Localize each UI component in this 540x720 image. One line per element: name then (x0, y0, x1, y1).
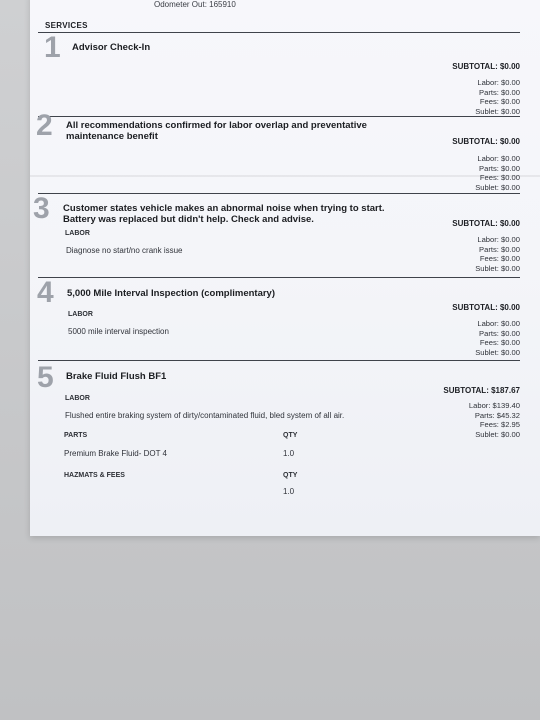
labor-cost: Labor: $139.40 (468, 401, 520, 410)
service-subtotal: SUBTOTAL: $0.00 (452, 62, 520, 71)
service-title: Advisor Check-In (72, 42, 151, 53)
service-number: 1 (44, 31, 61, 64)
cost-breakdown (469, 401, 520, 439)
part-name: Premium Brake Fluid- DOT 4 (64, 449, 167, 458)
labor-cost: Labor: $0.00 (477, 319, 520, 328)
parts-qty-heading: QTY (283, 432, 298, 439)
divider (38, 277, 520, 278)
service-subtotal: SUBTOTAL: $0.00 (452, 219, 520, 228)
labor-cost: Labor: $0.00 (477, 154, 520, 163)
labor-description: Flushed entire braking system of dirty/contaminated fluid, bled system of all air. (65, 411, 345, 420)
service-title-line: Customer states vehicle makes an abnormal noise when trying to start. (63, 203, 385, 214)
service-subtotal: SUBTOTAL: $0.00 (452, 303, 520, 312)
divider (38, 32, 520, 33)
service-title (66, 120, 367, 142)
service-title: Brake Fluid Flush BF1 (66, 371, 167, 382)
parts-cost: Parts: $45.32 (474, 410, 520, 420)
sublet-cost: Sublet: $0.00 (475, 429, 520, 439)
sublet-cost: Sublet: $0.00 (475, 106, 520, 116)
part-qty: 1.0 (283, 449, 295, 458)
labor-heading: LABOR (68, 311, 93, 318)
labor-description: 5000 mile interval inspection (68, 327, 169, 336)
hazmat-qty: 1.0 (283, 487, 295, 496)
parts-cost: Parts: $0.00 (479, 163, 520, 173)
cost-breakdown (475, 235, 520, 273)
fees-cost: Fees: $0.00 (479, 173, 520, 183)
parts-cost: Parts: $0.00 (479, 328, 520, 338)
cost-breakdown (475, 319, 520, 357)
service-number: 5 (37, 361, 54, 394)
service-number: 3 (33, 192, 50, 225)
service-title-line: maintenance benefit (66, 131, 158, 142)
service-number: 2 (36, 109, 53, 142)
invoice-page (30, 0, 540, 536)
service-subtotal: SUBTOTAL: $187.67 (443, 386, 520, 395)
hazmat-qty-heading: QTY (283, 472, 298, 479)
fees-cost: Fees: $2.95 (479, 420, 520, 430)
divider (38, 360, 520, 361)
labor-cost: Labor: $0.00 (477, 235, 520, 244)
service-subtotal: SUBTOTAL: $0.00 (452, 137, 520, 146)
parts-cost: Parts: $0.00 (479, 244, 520, 254)
cost-breakdown (475, 154, 520, 192)
fees-cost: Fees: $0.00 (479, 254, 520, 264)
service-title: 5,000 Mile Interval Inspection (complimentary) (67, 288, 276, 299)
service-title-line: Battery was replaced but didn't help. Check and advise. (63, 214, 314, 225)
paper-fold (30, 175, 540, 177)
fees-cost: Fees: $0.00 (479, 338, 520, 348)
labor-heading: LABOR (65, 230, 90, 237)
parts-heading: PARTS (64, 432, 88, 439)
divider (38, 116, 520, 117)
odometer-out: Odometer Out: 165910 (154, 0, 236, 9)
divider (38, 193, 520, 194)
service-title-line: All recommendations confirmed for labor overlap and preventative (66, 120, 367, 131)
sublet-cost: Sublet: $0.00 (475, 182, 520, 192)
sublet-cost: Sublet: $0.00 (475, 263, 520, 273)
sublet-cost: Sublet: $0.00 (475, 347, 520, 357)
service-number: 4 (37, 276, 54, 309)
hazmat-heading: HAZMATS & FEES (64, 472, 125, 479)
parts-cost: Parts: $0.00 (479, 87, 520, 97)
fees-cost: Fees: $0.00 (479, 97, 520, 107)
labor-heading: LABOR (65, 395, 90, 402)
cost-breakdown (475, 78, 520, 116)
service-title (63, 203, 385, 225)
labor-cost: Labor: $0.00 (477, 78, 520, 87)
services-heading: SERVICES (45, 21, 88, 30)
labor-description: Diagnose no start/no crank issue (66, 246, 183, 255)
